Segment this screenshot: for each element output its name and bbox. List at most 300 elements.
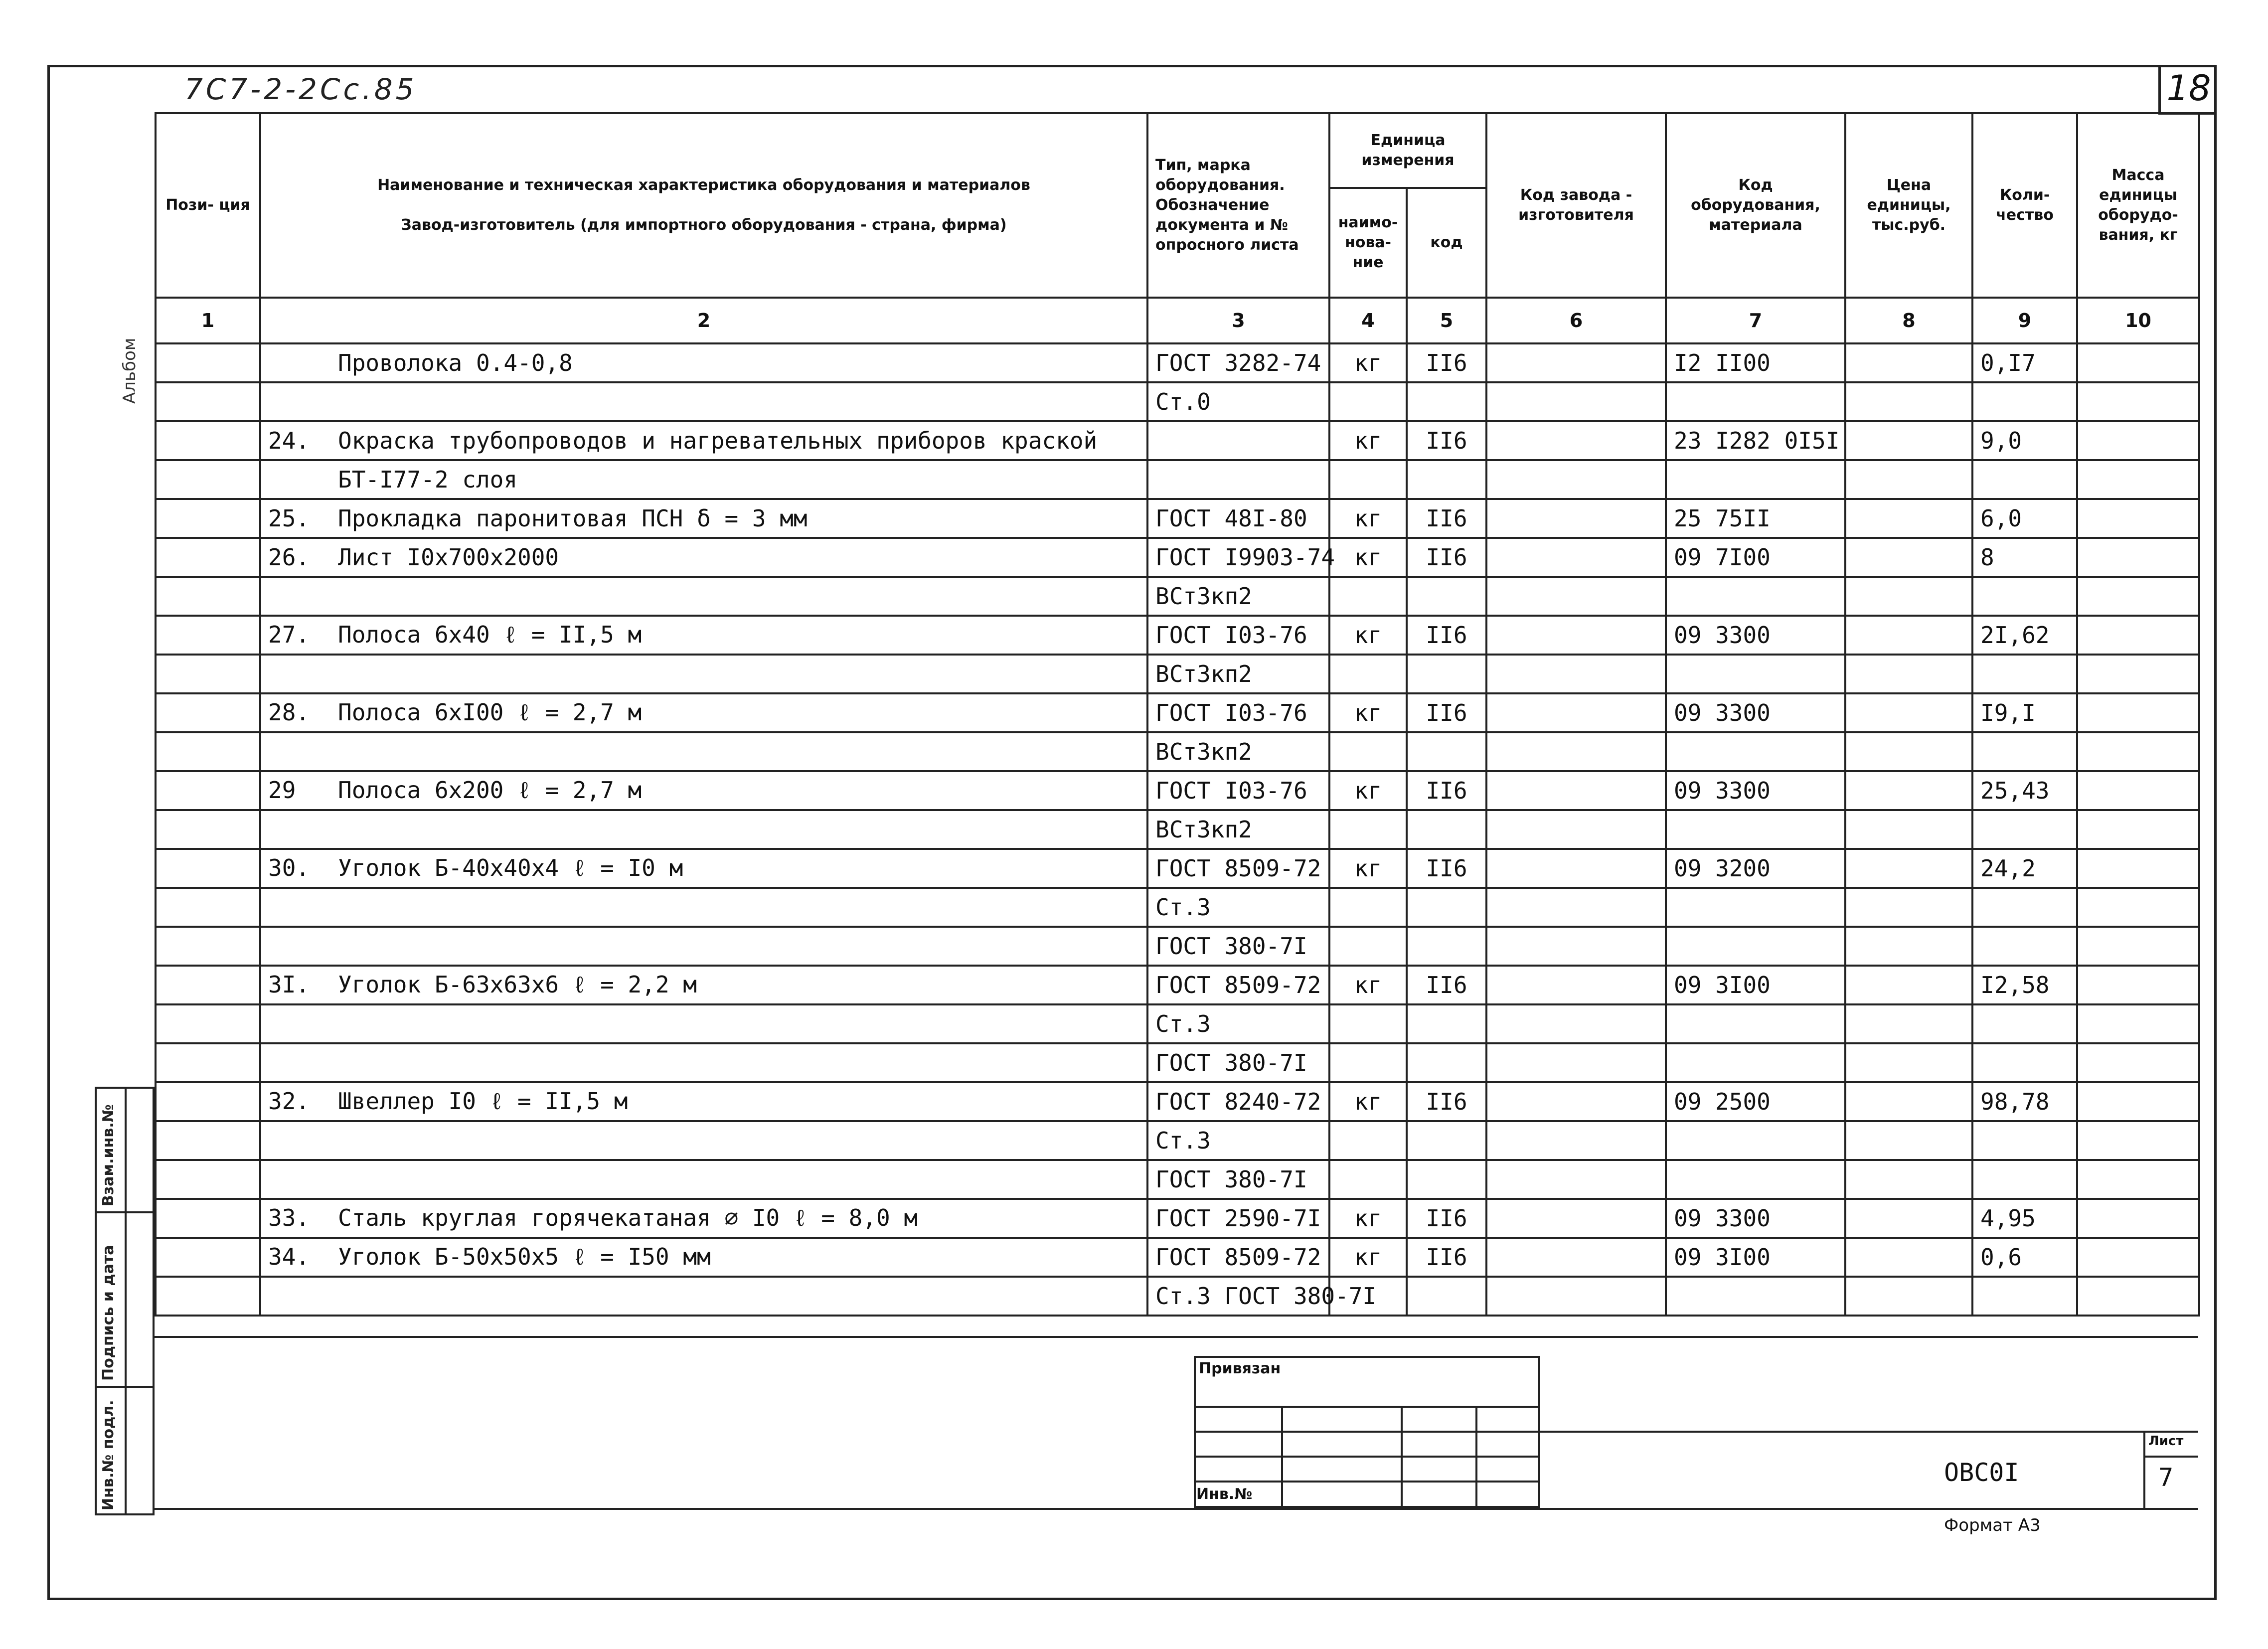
cell-unit <box>1329 732 1407 771</box>
cell-unit-code: II6 <box>1407 343 1486 382</box>
cell-equipment-code: 23 I282 0I5I <box>1666 421 1845 460</box>
cell-position <box>156 1277 260 1316</box>
sheet-number: 7 <box>2158 1463 2174 1492</box>
item-name: Уголок Б-63х63х6 ℓ = 2,2 м <box>338 971 697 998</box>
cell-position <box>156 693 260 732</box>
cell-name <box>260 888 1147 927</box>
drawing-code: ОВС0I <box>1944 1458 2019 1487</box>
item-number: 33. <box>268 1204 310 1231</box>
cell-price <box>1845 421 1972 460</box>
cell-type: Ст.3 <box>1147 888 1329 927</box>
cell-unit-code <box>1407 1043 1486 1082</box>
cell-price <box>1845 771 1972 810</box>
cell-mass <box>2077 771 2199 810</box>
item-name: Лист I0х700х2000 <box>338 544 559 571</box>
cell-equipment-code: 25 75II <box>1666 499 1845 538</box>
cell-quantity: 25,43 <box>1972 771 2077 810</box>
cell-type: ГОСТ 8509-72 <box>1147 849 1329 888</box>
cell-price <box>1845 343 1972 382</box>
item-name: Прокладка паронитовая ПСН δ = 3 мм <box>338 505 808 532</box>
cell-price <box>1845 460 1972 499</box>
cell-name <box>260 810 1147 849</box>
stamp-divider <box>1281 1406 1283 1508</box>
cell-unit-code <box>1407 1121 1486 1160</box>
col-header-unit-name: наимо- нова- ние <box>1329 188 1407 298</box>
cell-position <box>156 382 260 421</box>
cell-unit <box>1329 382 1407 421</box>
item-name: Швеллер I0 ℓ = II,5 м <box>338 1087 628 1115</box>
cell-quantity: 6,0 <box>1972 499 2077 538</box>
cell-name <box>260 732 1147 771</box>
cell-position <box>156 655 260 693</box>
tied-label: Привязан <box>1199 1360 1281 1377</box>
cell-position <box>156 732 260 771</box>
table-row <box>156 1199 2199 1238</box>
cell-equipment-code <box>1666 927 1845 966</box>
cell-unit: кг <box>1329 1199 1407 1238</box>
table-row <box>156 655 2199 693</box>
cell-plant-code <box>1486 421 1666 460</box>
cell-mass <box>2077 1277 2199 1316</box>
table-row <box>156 382 2199 421</box>
table-row <box>156 460 2199 499</box>
cell-type <box>1147 421 1329 460</box>
cell-name <box>260 1121 1147 1160</box>
column-number: 6 <box>1486 298 1666 343</box>
cell-plant-code <box>1486 732 1666 771</box>
cell-mass <box>2077 810 2199 849</box>
cell-mass <box>2077 732 2199 771</box>
table-row <box>156 888 2199 927</box>
cell-unit-code <box>1407 382 1486 421</box>
item-name: Полоса 6х200 ℓ = 2,7 м <box>338 776 642 804</box>
cell-quantity: I9,I <box>1972 693 2077 732</box>
cell-type: Ст.0 <box>1147 382 1329 421</box>
cell-unit <box>1329 460 1407 499</box>
stamp-divider <box>1475 1406 1477 1508</box>
cell-name <box>260 1043 1147 1082</box>
table-row <box>156 343 2199 382</box>
column-number: 1 <box>156 298 260 343</box>
cell-mass <box>2077 499 2199 538</box>
cell-position <box>156 810 260 849</box>
cell-name <box>260 538 1147 577</box>
item-number: 29 <box>268 776 296 804</box>
column-number: 9 <box>1972 298 2077 343</box>
cell-plant-code <box>1486 343 1666 382</box>
cell-plant-code <box>1486 693 1666 732</box>
cell-quantity: 2I,62 <box>1972 616 2077 655</box>
stamp-divider <box>1401 1406 1403 1508</box>
cell-plant-code <box>1486 1082 1666 1121</box>
table-row <box>156 1121 2199 1160</box>
col-header-name-sub: Завод-изготовитель (для импортного оборудования - страна, фирма) <box>401 216 1007 234</box>
cell-name <box>260 616 1147 655</box>
cell-plant-code <box>1486 1004 1666 1043</box>
cell-name <box>260 1277 1147 1316</box>
cell-unit-code <box>1407 577 1486 616</box>
stamp-top-line <box>155 1336 2198 1338</box>
cell-price <box>1845 927 1972 966</box>
cell-name <box>260 1238 1147 1277</box>
column-number: 4 <box>1329 298 1407 343</box>
cell-name <box>260 343 1147 382</box>
cell-unit <box>1329 577 1407 616</box>
side-signature-date: Подпись и дата <box>100 1245 117 1381</box>
item-number: 25. <box>268 505 310 532</box>
cell-mass <box>2077 1004 2199 1043</box>
cell-unit-code: II6 <box>1407 499 1486 538</box>
cell-unit: кг <box>1329 1082 1407 1121</box>
cell-quantity: 8 <box>1972 538 2077 577</box>
cell-unit-code: II6 <box>1407 421 1486 460</box>
cell-unit-code: II6 <box>1407 1238 1486 1277</box>
cell-plant-code <box>1486 577 1666 616</box>
cell-equipment-code <box>1666 1004 1845 1043</box>
cell-unit <box>1329 1160 1407 1199</box>
cell-position <box>156 1160 260 1199</box>
cell-mass <box>2077 966 2199 1004</box>
specification-table <box>155 112 2200 1317</box>
cell-quantity: I2,58 <box>1972 966 2077 1004</box>
cell-price <box>1845 655 1972 693</box>
cell-equipment-code <box>1666 460 1845 499</box>
cell-equipment-code <box>1666 1160 1845 1199</box>
cell-unit-code: II6 <box>1407 616 1486 655</box>
cell-type: ГОСТ 8509-72 <box>1147 1238 1329 1277</box>
cell-price <box>1845 382 1972 421</box>
cell-quantity <box>1972 1121 2077 1160</box>
cell-quantity: 0,I7 <box>1972 343 2077 382</box>
cell-price <box>1845 732 1972 771</box>
cell-price <box>1845 888 1972 927</box>
cell-position <box>156 1004 260 1043</box>
cell-unit: кг <box>1329 1238 1407 1277</box>
cell-equipment-code <box>1666 382 1845 421</box>
cell-unit: кг <box>1329 966 1407 1004</box>
cell-name <box>260 966 1147 1004</box>
column-number: 2 <box>260 298 1147 343</box>
col-header-unit: Единица измерения <box>1329 113 1486 188</box>
cell-equipment-code <box>1666 1121 1845 1160</box>
cell-type: ГОСТ 48I-80 <box>1147 499 1329 538</box>
cell-name <box>260 382 1147 421</box>
cell-equipment-code: 09 7I00 <box>1666 538 1845 577</box>
cell-name <box>260 655 1147 693</box>
stamp-divider <box>1194 1431 1540 1433</box>
cell-plant-code <box>1486 460 1666 499</box>
cell-equipment-code: 09 2500 <box>1666 1082 1845 1121</box>
cell-unit <box>1329 927 1407 966</box>
table-row <box>156 810 2199 849</box>
cell-plant-code <box>1486 1277 1666 1316</box>
cell-unit-code <box>1407 888 1486 927</box>
cell-position <box>156 849 260 888</box>
cell-position <box>156 1082 260 1121</box>
cell-quantity <box>1972 732 2077 771</box>
cell-name <box>260 421 1147 460</box>
cell-price <box>1845 499 1972 538</box>
cell-mass <box>2077 1199 2199 1238</box>
stamp-divider <box>1194 1456 1540 1458</box>
cell-quantity <box>1972 1277 2077 1316</box>
cell-plant-code <box>1486 1121 1666 1160</box>
item-number: 26. <box>268 544 310 571</box>
cell-unit-code: II6 <box>1407 1082 1486 1121</box>
cell-type: ВСт3кп2 <box>1147 732 1329 771</box>
cell-type: ГОСТ 380-7I <box>1147 1160 1329 1199</box>
cell-quantity: 4,95 <box>1972 1199 2077 1238</box>
cell-plant-code <box>1486 888 1666 927</box>
cell-type: ГОСТ 380-7I <box>1147 927 1329 966</box>
cell-quantity <box>1972 1160 2077 1199</box>
column-number: 8 <box>1845 298 1972 343</box>
cell-equipment-code: 09 3I00 <box>1666 1238 1845 1277</box>
cell-position <box>156 927 260 966</box>
item-name: Полоса 6х40 ℓ = II,5 м <box>338 621 642 648</box>
table-row <box>156 1160 2199 1199</box>
sheet-label: Лист <box>2148 1434 2184 1449</box>
cell-unit <box>1329 888 1407 927</box>
cell-type: Ст.3 ГОСТ 380-7I <box>1147 1277 1329 1316</box>
cell-equipment-code <box>1666 810 1845 849</box>
cell-quantity <box>1972 382 2077 421</box>
cell-position <box>156 1238 260 1277</box>
cell-type: ГОСТ I03-76 <box>1147 771 1329 810</box>
cell-mass <box>2077 577 2199 616</box>
cell-plant-code <box>1486 1199 1666 1238</box>
cell-type: ГОСТ 8509-72 <box>1147 966 1329 1004</box>
cell-unit: кг <box>1329 693 1407 732</box>
cell-price <box>1845 693 1972 732</box>
cell-unit-code: II6 <box>1407 771 1486 810</box>
cell-equipment-code: 09 3300 <box>1666 616 1845 655</box>
cell-price <box>1845 538 1972 577</box>
cell-mass <box>2077 888 2199 927</box>
cell-name <box>260 849 1147 888</box>
cell-plant-code <box>1486 849 1666 888</box>
column-number: 7 <box>1666 298 1845 343</box>
cell-unit-code <box>1407 1277 1486 1316</box>
cell-unit-code <box>1407 1160 1486 1199</box>
column-number: 5 <box>1407 298 1486 343</box>
item-name: Уголок Б-50х50х5 ℓ = I50 мм <box>338 1243 711 1270</box>
cell-quantity <box>1972 888 2077 927</box>
stamp-divider <box>1540 1431 2198 1433</box>
cell-type <box>1147 460 1329 499</box>
cell-unit-code <box>1407 810 1486 849</box>
cell-position <box>156 343 260 382</box>
col-header-name <box>260 113 1147 298</box>
cell-price <box>1845 1277 1972 1316</box>
cell-position <box>156 421 260 460</box>
cell-quantity: 0,6 <box>1972 1238 2077 1277</box>
cell-price <box>1845 1004 1972 1043</box>
item-name: Окраска трубопроводов и нагревательных приборов краской <box>338 427 1098 454</box>
column-number: 10 <box>2077 298 2199 343</box>
cell-position <box>156 1199 260 1238</box>
table-row <box>156 693 2199 732</box>
col-header-quantity: Коли- чество <box>1972 113 2077 298</box>
cell-unit-code <box>1407 1004 1486 1043</box>
cell-unit-code <box>1407 732 1486 771</box>
table-row <box>156 1277 2199 1316</box>
cell-mass <box>2077 382 2199 421</box>
stamp-bottom-line <box>155 1508 2198 1510</box>
col-header-position: Пози- ция <box>156 113 260 298</box>
cell-position <box>156 538 260 577</box>
cell-unit: кг <box>1329 538 1407 577</box>
side-divider <box>125 1087 127 1515</box>
cell-mass <box>2077 1160 2199 1199</box>
cell-unit-code <box>1407 927 1486 966</box>
stamp-divider <box>2143 1456 2198 1458</box>
cell-unit-code: II6 <box>1407 693 1486 732</box>
cell-price <box>1845 616 1972 655</box>
cell-quantity <box>1972 577 2077 616</box>
table-row <box>156 421 2199 460</box>
col-header-price: Цена единицы, тыс.руб. <box>1845 113 1972 298</box>
cell-name <box>260 927 1147 966</box>
cell-quantity: 98,78 <box>1972 1082 2077 1121</box>
cell-unit <box>1329 1043 1407 1082</box>
cell-price <box>1845 1238 1972 1277</box>
col-header-type: Тип, марка оборудования. Обозначение документа и № опросного листа <box>1147 113 1329 298</box>
cell-position <box>156 1121 260 1160</box>
cell-plant-code <box>1486 616 1666 655</box>
cell-equipment-code <box>1666 1043 1845 1082</box>
cell-type: ГОСТ 380-7I <box>1147 1043 1329 1082</box>
cell-type: ГОСТ 3282-74 <box>1147 343 1329 382</box>
cell-type: ВСт3кп2 <box>1147 655 1329 693</box>
cell-unit: кг <box>1329 616 1407 655</box>
column-numbers-row <box>156 298 2199 343</box>
cell-type: ВСт3кп2 <box>1147 577 1329 616</box>
cell-mass <box>2077 538 2199 577</box>
cell-name <box>260 499 1147 538</box>
cell-equipment-code: 09 3300 <box>1666 1199 1845 1238</box>
cell-price <box>1845 810 1972 849</box>
cell-mass <box>2077 421 2199 460</box>
cell-mass <box>2077 460 2199 499</box>
table-row <box>156 538 2199 577</box>
cell-equipment-code <box>1666 732 1845 771</box>
stamp-divider <box>1194 1406 1540 1408</box>
cell-mass <box>2077 343 2199 382</box>
cell-position <box>156 616 260 655</box>
table-row <box>156 1004 2199 1043</box>
cell-plant-code <box>1486 810 1666 849</box>
table-row <box>156 577 2199 616</box>
cell-equipment-code: 09 3300 <box>1666 693 1845 732</box>
cell-mass <box>2077 849 2199 888</box>
item-number: 27. <box>268 621 310 648</box>
cell-unit <box>1329 1004 1407 1043</box>
cell-name <box>260 577 1147 616</box>
cell-price <box>1845 1043 1972 1082</box>
table-row <box>156 616 2199 655</box>
page-number: 18 <box>2158 65 2217 115</box>
item-number: 30. <box>268 854 310 881</box>
cell-quantity <box>1972 810 2077 849</box>
cell-price <box>1845 966 1972 1004</box>
cell-type: ГОСТ I03-76 <box>1147 693 1329 732</box>
table-row <box>156 732 2199 771</box>
cell-position <box>156 771 260 810</box>
cell-name <box>260 1160 1147 1199</box>
cell-price <box>1845 1199 1972 1238</box>
cell-name <box>260 460 1147 499</box>
cell-unit: кг <box>1329 771 1407 810</box>
item-name: БТ-I77-2 слоя <box>338 466 518 493</box>
format-label: Формат А3 <box>1944 1515 2041 1535</box>
table-row <box>156 966 2199 1004</box>
cell-unit-code: II6 <box>1407 1199 1486 1238</box>
cell-plant-code <box>1486 1043 1666 1082</box>
item-number: 28. <box>268 698 310 726</box>
cell-plant-code <box>1486 538 1666 577</box>
cell-equipment-code <box>1666 655 1845 693</box>
cell-plant-code <box>1486 966 1666 1004</box>
cell-mass <box>2077 616 2199 655</box>
cell-unit <box>1329 810 1407 849</box>
cell-name <box>260 693 1147 732</box>
side-inv-original: Инв.№ подл. <box>100 1400 117 1510</box>
item-number: 3I. <box>268 971 310 998</box>
table-row <box>156 771 2199 810</box>
cell-quantity: 9,0 <box>1972 421 2077 460</box>
col-header-mass: Масса единицы оборудо- вания, кг <box>2077 113 2199 298</box>
cell-equipment-code <box>1666 577 1845 616</box>
item-name: Уголок Б-40х40х4 ℓ = I0 м <box>338 854 683 881</box>
cell-plant-code <box>1486 1160 1666 1199</box>
cell-mass <box>2077 693 2199 732</box>
table-row <box>156 849 2199 888</box>
cell-equipment-code: 09 3I00 <box>1666 966 1845 1004</box>
cell-plant-code <box>1486 655 1666 693</box>
cell-name <box>260 771 1147 810</box>
item-number: 32. <box>268 1087 310 1115</box>
cell-mass <box>2077 1043 2199 1082</box>
cell-equipment-code: I2 II00 <box>1666 343 1845 382</box>
cell-quantity <box>1972 1004 2077 1043</box>
cell-name <box>260 1004 1147 1043</box>
cell-unit-code: II6 <box>1407 849 1486 888</box>
cell-unit <box>1329 655 1407 693</box>
cell-type: Ст.3 <box>1147 1121 1329 1160</box>
cell-plant-code <box>1486 771 1666 810</box>
cell-unit-code: II6 <box>1407 538 1486 577</box>
cell-equipment-code <box>1666 888 1845 927</box>
cell-name <box>260 1082 1147 1121</box>
inv-label: Инв.№ <box>1196 1485 1253 1503</box>
col-header-equipment-code: Код оборудования, материала <box>1666 113 1845 298</box>
cell-quantity <box>1972 1043 2077 1082</box>
cell-price <box>1845 577 1972 616</box>
cell-name <box>260 1199 1147 1238</box>
col-header-plant-code: Код завода - изготовителя <box>1486 113 1666 298</box>
cell-mass <box>2077 1121 2199 1160</box>
cell-equipment-code <box>1666 1277 1845 1316</box>
cell-mass <box>2077 1082 2199 1121</box>
cell-unit: кг <box>1329 421 1407 460</box>
cell-type: ГОСТ I03-76 <box>1147 616 1329 655</box>
cell-position <box>156 460 260 499</box>
cell-price <box>1845 1160 1972 1199</box>
cell-unit: кг <box>1329 343 1407 382</box>
cell-quantity <box>1972 655 2077 693</box>
cell-position <box>156 1043 260 1082</box>
